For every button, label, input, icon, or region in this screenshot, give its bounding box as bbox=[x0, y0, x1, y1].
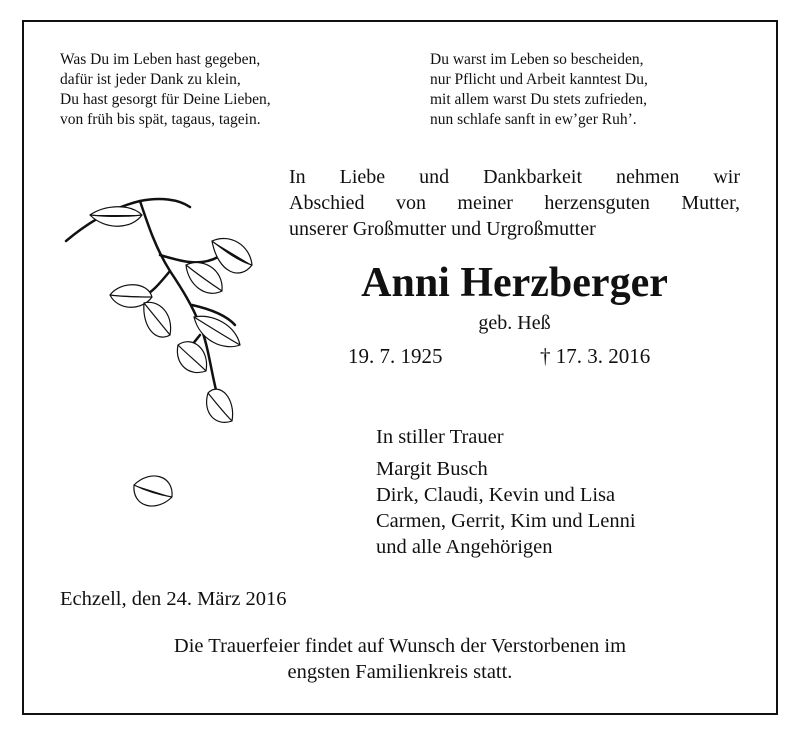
intro-line: In Liebe und Dankbarkeit nehmen wir bbox=[289, 166, 740, 188]
deceased-name: Anni Herzberger bbox=[361, 260, 668, 306]
funeral-note-line: engsten Familienkreis statt. bbox=[287, 661, 513, 683]
mourner-name: Carmen, Gerrit, Kim und Lenni bbox=[376, 510, 636, 532]
birth-date: 19. 7. 1925 bbox=[348, 344, 443, 368]
intro-line: Abschied von meiner herzensguten Mutter, bbox=[289, 192, 740, 214]
intro-text bbox=[289, 164, 740, 242]
poem-line: nun schlafe sanft in ew’ger Ruh’. bbox=[430, 111, 637, 128]
mourners-heading: In stiller Trauer bbox=[376, 426, 504, 448]
mourner-name: und alle Angehörigen bbox=[376, 536, 553, 558]
funeral-note bbox=[60, 633, 740, 685]
poem-line: Du warst im Leben so bescheiden, bbox=[430, 51, 644, 68]
poem-line: Was Du im Leben hast gegeben, bbox=[60, 51, 261, 68]
poem-left bbox=[60, 50, 271, 130]
poem-line: Du hast gesorgt für Deine Lieben, bbox=[60, 91, 271, 108]
poem-right bbox=[430, 50, 648, 130]
intro-line: unserer Großmutter und Urgroßmutter bbox=[289, 218, 596, 240]
funeral-note-line: Die Trauerfeier findet auf Wunsch der Verstorbenen im bbox=[173, 635, 627, 657]
poem-line: dafür ist jeder Dank zu klein, bbox=[60, 71, 241, 88]
place-date: Echzell, den 24. März 2016 bbox=[60, 588, 287, 610]
birth-name: geb. Heß bbox=[478, 312, 551, 334]
mourner-name: Dirk, Claudi, Kevin und Lisa bbox=[376, 484, 616, 506]
poem-line: nur Pflicht und Arbeit kanntest Du, bbox=[430, 71, 648, 88]
mourner-name: Margit Busch bbox=[376, 458, 488, 480]
mourners-block bbox=[376, 424, 636, 560]
birch-branch-icon bbox=[60, 185, 260, 525]
death-date: † 17. 3. 2016 bbox=[540, 344, 651, 368]
poem-line: mit allem warst Du stets zufrieden, bbox=[430, 91, 647, 108]
poem-line: von früh bis spät, tagaus, tagein. bbox=[60, 111, 261, 128]
